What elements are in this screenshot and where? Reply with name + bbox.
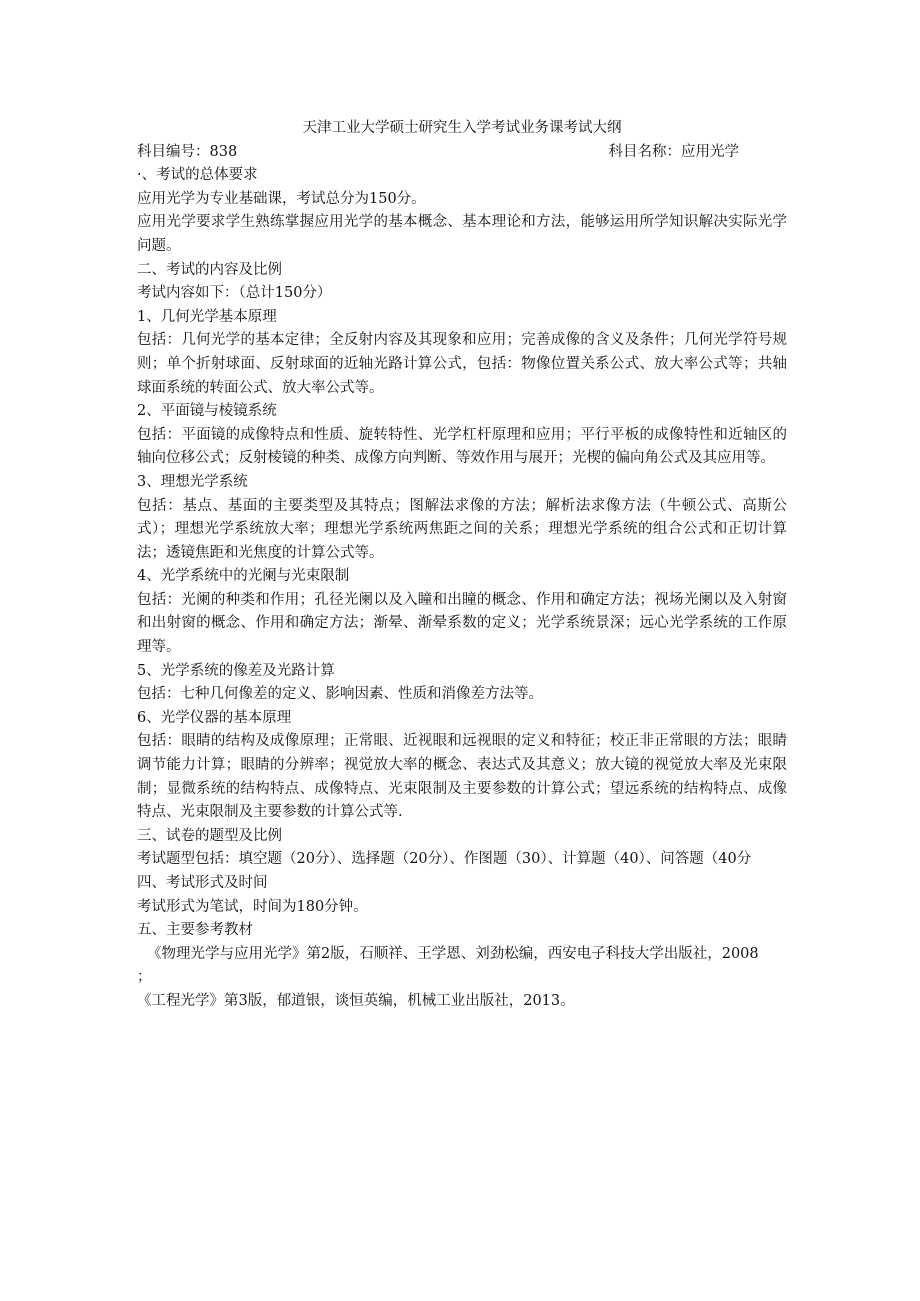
document-page: [137, 117, 787, 1014]
reference-1-line-2: ；: [137, 969, 152, 986]
topic-1-heading: 1、几何光学基本原理: [137, 308, 277, 325]
section-3-body: 考试题型包括：填空题（20分）、选择题（20分）、作图题（30）、计算题（40）、问答题（40分: [137, 851, 752, 868]
subject-name: 科目名称：应用光学: [608, 143, 739, 160]
topic-1-body: 包括：几何光学的基本定律；全反射内容及其现象和应用；完善成像的含义及条件；几何光学符号规则；单个折射球面、反射球面的近轴光路计算公式，包括：物像位置关系公式、放大率公式等；共轴球面系统的转面公式、放大率公式等。: [137, 332, 787, 396]
topic-5-heading: 5、光学系统的像差及光路计算: [137, 662, 335, 679]
topic-4-body: 包括：光阑的种类和作用；孔径光阑以及入瞳和出瞳的概念、作用和确定方法；视场光阑以及入射窗和出射窗的概念、作用和确定方法；渐晕、渐晕系数的定义；光学系统景深；远心光学系统的工作原理等。: [137, 591, 787, 656]
section-5-heading: 五、主要参考教材: [137, 922, 253, 939]
section-1-heading: ·、考试的总体要求: [137, 167, 258, 184]
topic-3-body: 包括：基点、基面的主要类型及其特点；图解法求像的方法；解析法求像方法（牛顿公式、高斯公式）；理想光学系统放大率；理想光学系统两焦距之间的关系；理想光学系统的组合公式和正切计算法；透镜焦距和光焦度的计算公式等。: [137, 497, 787, 561]
reference-2: 《工程光学》第3版，郁道银，谈恒英编，机械工业出版社，2013。: [137, 992, 575, 1009]
subject-code: 科目编号：838: [137, 143, 238, 160]
section-4-heading: 四、考试形式及时间: [137, 875, 268, 891]
topic-6-body: 包括：眼睛的结构及成像原理；正常眼、近视眼和远视眼的定义和特征；校正非正常眼的方法；眼睛调节能力计算；眼睛的分辨率；视觉放大率的概念、表达式及其意义；放大镜的视觉放大率及光束限制；显微系统的结构特点、成像特点、光束限制及主要参数的计算公式；望远系统的结构特点、成像特点、光束限制及主要参数的计算公式等.: [137, 733, 787, 821]
topic-2-heading: 2、平面镜与棱镜系统: [137, 403, 277, 420]
topic-6-heading: 6、光学仪器的基本原理: [137, 709, 292, 726]
section-3-heading: 三、试卷的题型及比例: [137, 827, 282, 844]
section-1-paragraph-2: 应用光学要求学生熟练掌握应用光学的基本概念、基本理论和方法，能够运用所学知识解决实际光学问题。: [137, 214, 787, 254]
topic-3-heading: 3、理想光学系统: [137, 473, 248, 490]
topic-5-body: 包括：七种几何像差的定义、影响因素、性质和消像差方法等。: [137, 686, 543, 703]
document-title: 天津工业大学硕士研究生入学考试业务课考试大纲: [302, 120, 622, 136]
section-1-paragraph-1: 应用光学为专业基础课，考试总分为150分。: [137, 190, 426, 207]
section-4-body: 考试形式为笔试，时间为180分钟。: [137, 898, 368, 915]
topic-2-body: 包括：平面镜的成像特点和性质、旋转特性、光学杠杆原理和应用；平行平板的成像特性和近轴区的轴向位移公式；反射棱镜的种类、成像方向判断、等效作用与展开；光楔的偏向角公式及其应用等。: [137, 426, 787, 467]
section-2-intro: 考试内容如下：（总计150分）: [137, 285, 332, 302]
reference-1-line-1: 《物理光学与应用光学》第2版，石顺祥、王学恩、刘劲松编，西安电子科技大学出版社，2008: [147, 945, 759, 962]
topic-4-heading: 4、光学系统中的光阑与光束限制: [137, 568, 350, 585]
subject-meta-row: [137, 141, 787, 165]
section-2-heading: 二、考试的内容及比例: [137, 261, 282, 278]
